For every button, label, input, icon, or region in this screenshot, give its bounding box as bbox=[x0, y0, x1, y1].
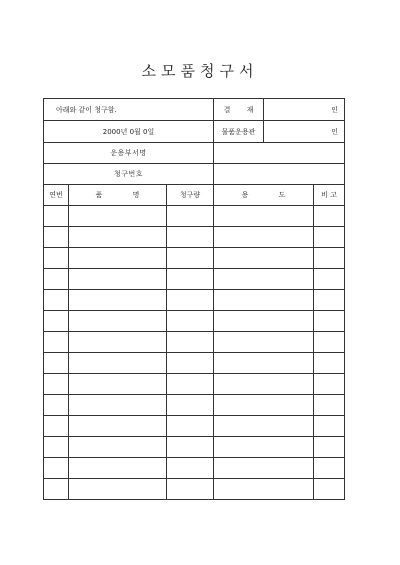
cell-purpose[interactable] bbox=[214, 458, 314, 479]
cell-remarks[interactable] bbox=[314, 395, 345, 416]
cell-remarks[interactable] bbox=[314, 479, 345, 500]
cell-purpose[interactable] bbox=[214, 437, 314, 458]
col-header-remarks: 비 고 bbox=[314, 185, 345, 206]
request-date[interactable]: 2000년 0월 0일 bbox=[44, 121, 214, 143]
cell-qty[interactable] bbox=[167, 206, 214, 227]
cell-no[interactable] bbox=[44, 311, 69, 332]
cell-remarks[interactable] bbox=[314, 311, 345, 332]
cell-remarks[interactable] bbox=[314, 206, 345, 227]
col-header-qty: 청구량 bbox=[167, 185, 214, 206]
cell-qty[interactable] bbox=[167, 458, 214, 479]
col-header-purpose: 용 도 bbox=[214, 185, 314, 206]
cell-no[interactable] bbox=[44, 353, 69, 374]
cell-remarks[interactable] bbox=[314, 416, 345, 437]
cell-qty[interactable] bbox=[167, 290, 214, 311]
dept-value[interactable] bbox=[214, 143, 345, 164]
cell-remarks[interactable] bbox=[314, 269, 345, 290]
dept-label: 운용부서명 bbox=[44, 143, 214, 164]
table-row bbox=[44, 290, 345, 311]
header-row-date bbox=[44, 121, 345, 143]
table-row bbox=[44, 416, 345, 437]
cell-qty[interactable] bbox=[167, 311, 214, 332]
cell-item[interactable] bbox=[69, 458, 167, 479]
cell-qty[interactable] bbox=[167, 332, 214, 353]
requisition-table bbox=[43, 98, 345, 500]
table-row bbox=[44, 353, 345, 374]
col-header-item: 품 명 bbox=[69, 185, 167, 206]
cell-item[interactable] bbox=[69, 206, 167, 227]
cell-remarks[interactable] bbox=[314, 248, 345, 269]
cell-purpose[interactable] bbox=[214, 395, 314, 416]
cell-no[interactable] bbox=[44, 458, 69, 479]
table-row bbox=[44, 206, 345, 227]
cell-remarks[interactable] bbox=[314, 290, 345, 311]
cell-no[interactable] bbox=[44, 269, 69, 290]
cell-qty[interactable] bbox=[167, 353, 214, 374]
cell-item[interactable] bbox=[69, 227, 167, 248]
header-row-request-no bbox=[44, 164, 345, 185]
cell-purpose[interactable] bbox=[214, 479, 314, 500]
cell-no[interactable] bbox=[44, 290, 69, 311]
table-row bbox=[44, 227, 345, 248]
table-row bbox=[44, 437, 345, 458]
table-row bbox=[44, 332, 345, 353]
cell-qty[interactable] bbox=[167, 479, 214, 500]
table-row bbox=[44, 248, 345, 269]
cell-qty[interactable] bbox=[167, 374, 214, 395]
cell-purpose[interactable] bbox=[214, 416, 314, 437]
cell-no[interactable] bbox=[44, 416, 69, 437]
header-row-request bbox=[44, 99, 345, 121]
cell-no[interactable] bbox=[44, 374, 69, 395]
cell-item[interactable] bbox=[69, 290, 167, 311]
cell-qty[interactable] bbox=[167, 227, 214, 248]
manager-label: 물품운용관 bbox=[214, 121, 264, 143]
approval-seal[interactable]: 인 bbox=[264, 99, 345, 121]
cell-item[interactable] bbox=[69, 479, 167, 500]
request-no-value[interactable] bbox=[214, 164, 345, 185]
cell-no[interactable] bbox=[44, 332, 69, 353]
cell-qty[interactable] bbox=[167, 395, 214, 416]
cell-item[interactable] bbox=[69, 395, 167, 416]
cell-no[interactable] bbox=[44, 227, 69, 248]
manager-seal[interactable]: 인 bbox=[264, 121, 345, 143]
cell-purpose[interactable] bbox=[214, 311, 314, 332]
cell-item[interactable] bbox=[69, 332, 167, 353]
cell-item[interactable] bbox=[69, 437, 167, 458]
cell-purpose[interactable] bbox=[214, 290, 314, 311]
cell-item[interactable] bbox=[69, 311, 167, 332]
cell-remarks[interactable] bbox=[314, 227, 345, 248]
cell-remarks[interactable] bbox=[314, 458, 345, 479]
cell-qty[interactable] bbox=[167, 416, 214, 437]
col-header-no: 연번 bbox=[44, 185, 69, 206]
cell-item[interactable] bbox=[69, 374, 167, 395]
cell-purpose[interactable] bbox=[214, 374, 314, 395]
approval-label: 결 재 bbox=[214, 99, 264, 121]
cell-purpose[interactable] bbox=[214, 332, 314, 353]
cell-qty[interactable] bbox=[167, 248, 214, 269]
column-header-row bbox=[44, 185, 345, 206]
table-row bbox=[44, 479, 345, 500]
request-no-label: 청구번호 bbox=[44, 164, 214, 185]
cell-no[interactable] bbox=[44, 395, 69, 416]
cell-item[interactable] bbox=[69, 416, 167, 437]
cell-item[interactable] bbox=[69, 269, 167, 290]
cell-purpose[interactable] bbox=[214, 248, 314, 269]
table-row bbox=[44, 311, 345, 332]
cell-remarks[interactable] bbox=[314, 437, 345, 458]
cell-purpose[interactable] bbox=[214, 269, 314, 290]
header-row-dept bbox=[44, 143, 345, 164]
cell-item[interactable] bbox=[69, 248, 167, 269]
cell-purpose[interactable] bbox=[214, 227, 314, 248]
cell-no[interactable] bbox=[44, 479, 69, 500]
cell-remarks[interactable] bbox=[314, 353, 345, 374]
table-row bbox=[44, 458, 345, 479]
cell-qty[interactable] bbox=[167, 437, 214, 458]
cell-purpose[interactable] bbox=[214, 206, 314, 227]
table-row bbox=[44, 269, 345, 290]
cell-item[interactable] bbox=[69, 353, 167, 374]
table-row bbox=[44, 395, 345, 416]
table-row bbox=[44, 374, 345, 395]
cell-no[interactable] bbox=[44, 206, 69, 227]
cell-remarks[interactable] bbox=[314, 374, 345, 395]
form-title: 소모품청구서 bbox=[141, 62, 259, 80]
cell-no[interactable] bbox=[44, 437, 69, 458]
cell-no[interactable] bbox=[44, 248, 69, 269]
cell-purpose[interactable] bbox=[214, 353, 314, 374]
cell-qty[interactable] bbox=[167, 269, 214, 290]
cell-remarks[interactable] bbox=[314, 332, 345, 353]
request-text: 아래와 같이 청구함. bbox=[44, 99, 214, 121]
